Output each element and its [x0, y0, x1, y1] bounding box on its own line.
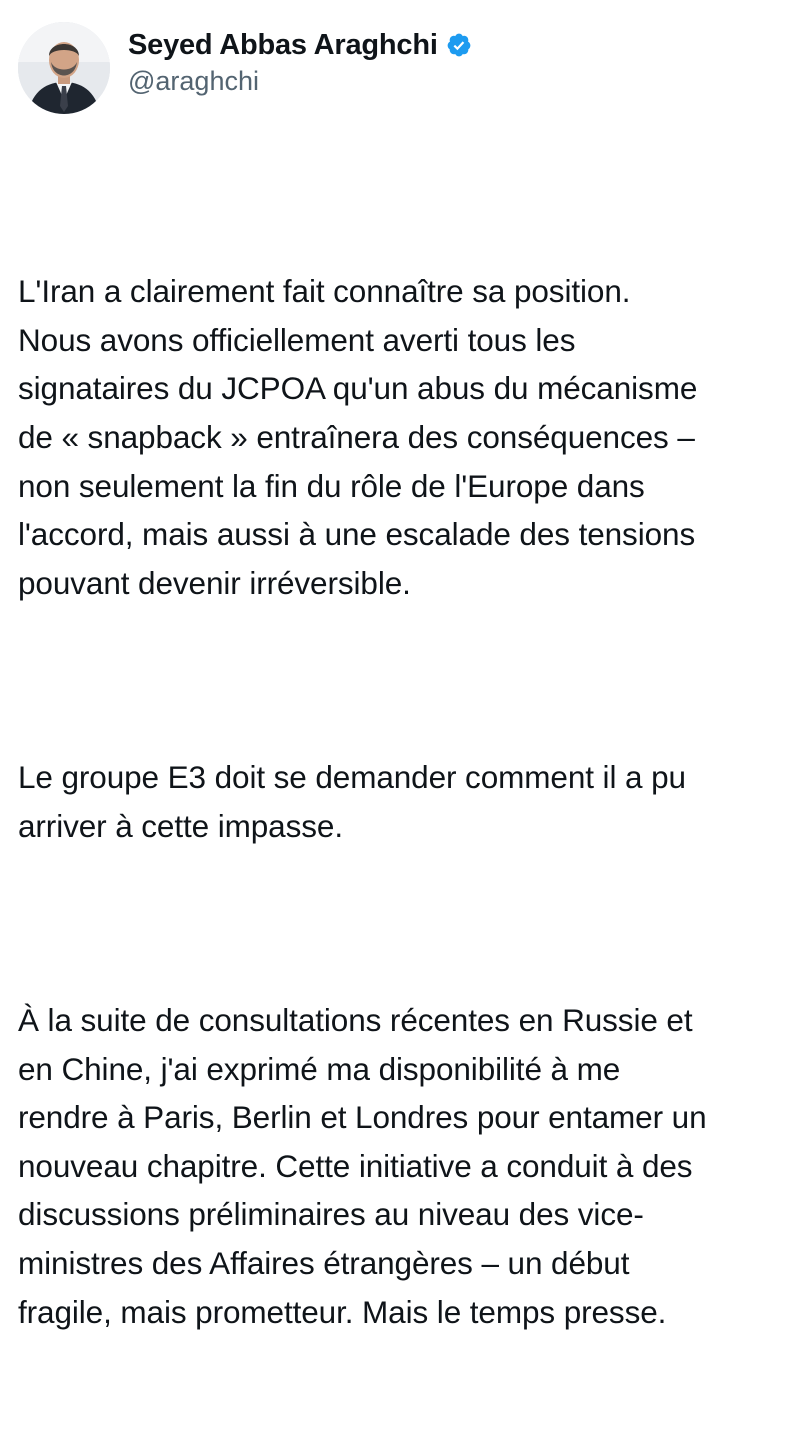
text-line: discussions préliminaires au niveau des vice-	[18, 1196, 644, 1233]
text-line: en Chine, j'ai exprimé ma disponibilité à me	[18, 1050, 621, 1087]
text-line: pouvant devenir irréversible.	[18, 564, 411, 601]
text-line: L'Iran a clairement fait connaître sa position.	[18, 273, 631, 310]
verified-badge-icon[interactable]	[446, 32, 472, 58]
name-row	[128, 28, 472, 62]
text-line: À la suite de consultations récentes en Russie et	[18, 1002, 693, 1039]
author-handle[interactable]: @araghchi	[128, 66, 259, 96]
text-line: arriver à cette impasse.	[18, 807, 343, 844]
text-line: non seulement la fin du rôle de l'Europe dans	[18, 467, 645, 504]
author-info	[128, 28, 472, 98]
text-line: Le groupe E3 doit se demander comment il a pu	[18, 759, 686, 796]
display-name[interactable]: Seyed Abbas Araghchi	[128, 29, 438, 61]
text-line: signataires du JCPOA qu'un abus du mécanisme	[18, 370, 698, 407]
tweet-text	[18, 170, 782, 1433]
tweet-paragraph	[18, 753, 782, 850]
tweet-header	[18, 22, 782, 122]
text-line: fragile, mais prometteur. Mais le temps presse.	[18, 1293, 667, 1330]
text-line: l'accord, mais aussi à une escalade des tensions	[18, 516, 696, 553]
text-line: nouveau chapitre. Cette initiative a conduit à des	[18, 1147, 693, 1184]
profile-photo	[18, 22, 110, 114]
tweet-paragraph	[18, 996, 782, 1336]
text-line: ministres des Affaires étrangères – un début	[18, 1245, 630, 1282]
tweet-paragraph	[18, 267, 782, 607]
avatar[interactable]	[18, 22, 110, 114]
text-line: de « snapback » entraînera des conséquences –	[18, 418, 695, 455]
text-line: rendre à Paris, Berlin et Londres pour entamer un	[18, 1099, 707, 1136]
text-line: Nous avons officiellement averti tous les	[18, 321, 576, 358]
